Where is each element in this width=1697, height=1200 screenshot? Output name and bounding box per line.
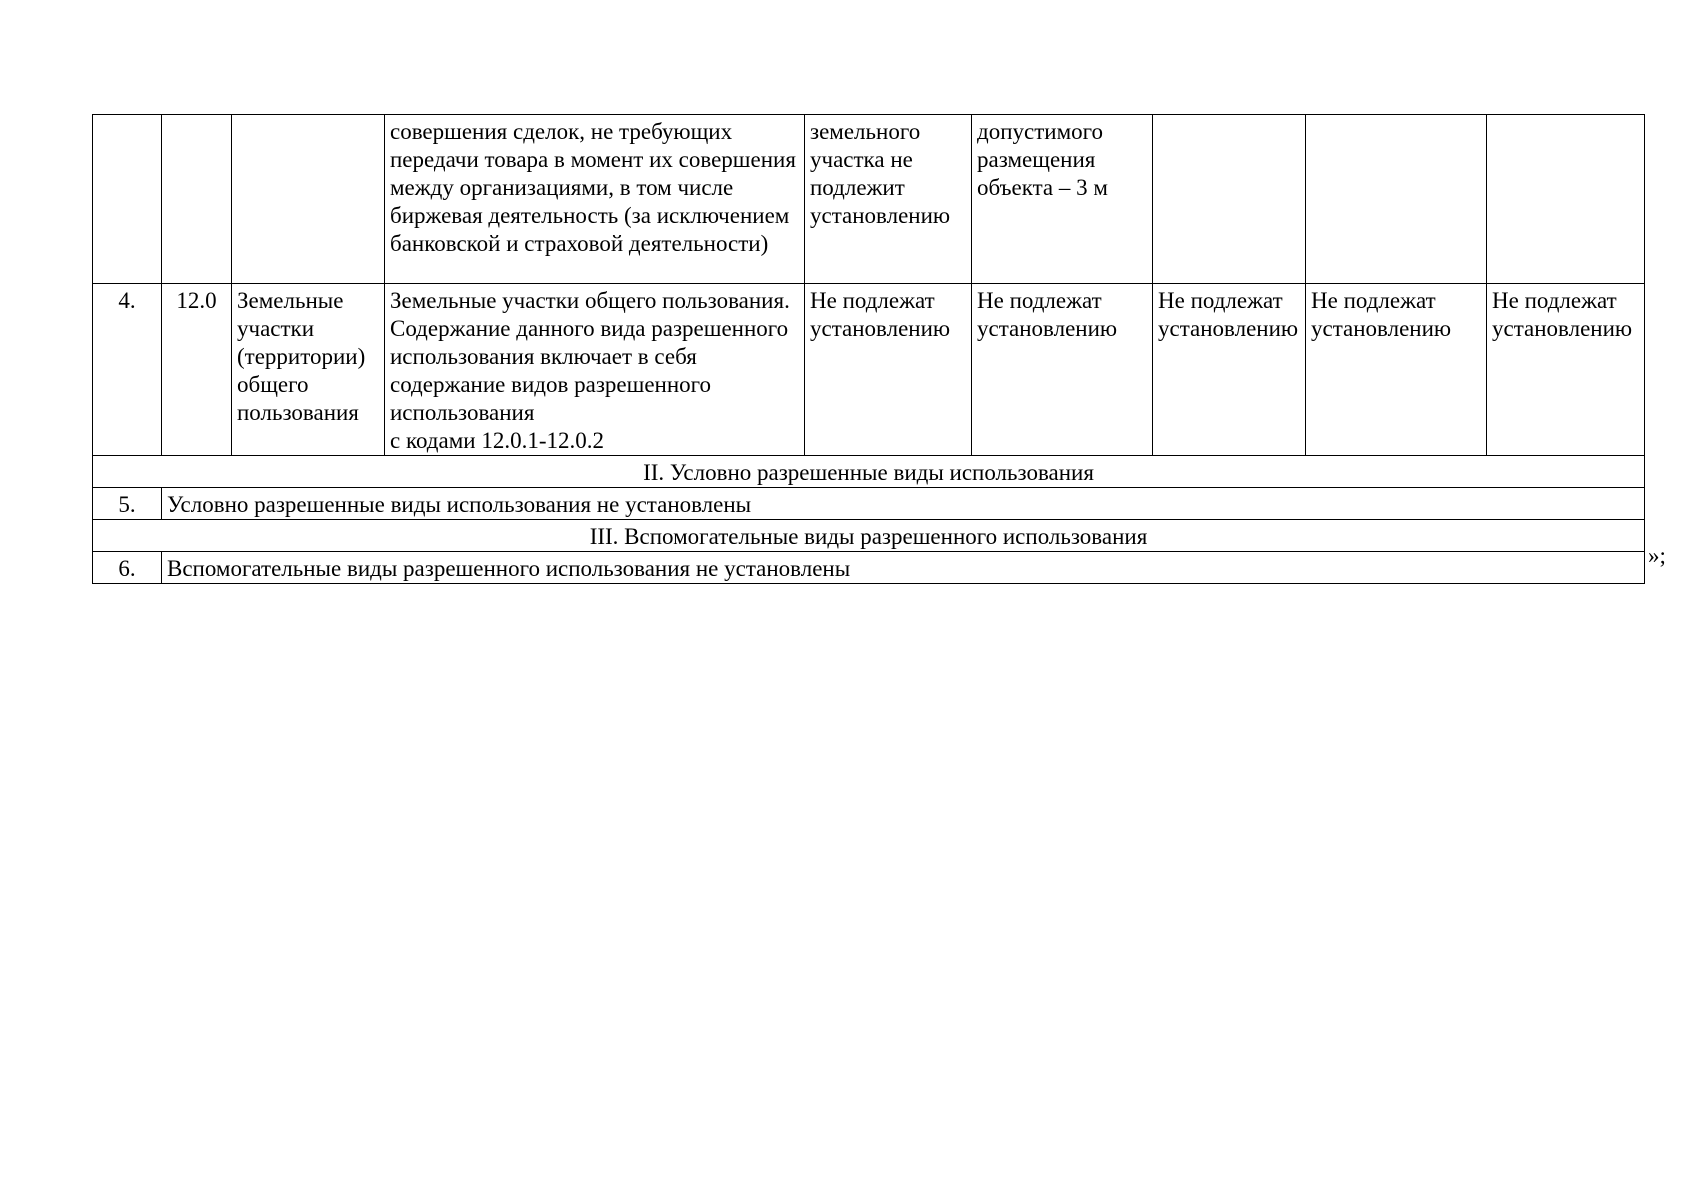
row-number: 5.	[93, 488, 162, 520]
table-row-5	[93, 488, 1645, 520]
table-row-4	[93, 284, 1645, 456]
row-description	[385, 284, 805, 456]
row-text: Вспомогательные виды разрешенного использования не установлены	[162, 552, 1645, 584]
cell-parameter-5: земельного участка не подлежит установлению	[805, 115, 972, 284]
section-title-conditional: II. Условно разрешенные виды использования	[93, 456, 1645, 488]
cell-name	[232, 115, 385, 284]
cell-parameter-9	[1487, 115, 1645, 284]
cell-parameter-7	[1153, 115, 1306, 284]
section-title-auxiliary: III. Вспомогательные виды разрешенного использования	[93, 520, 1645, 552]
table-row-6	[93, 552, 1645, 584]
parameter-7-line2: установлению	[1158, 316, 1299, 341]
cell-parameter-7	[1153, 284, 1306, 456]
cell-description: совершения сделок, не требующих передачи товара в момент их совершения между организациями, в том числе биржевая деятельность (за исключением банковской и страховой деятельности)	[385, 115, 805, 284]
description-text: Земельные участки общего пользования. Содержание данного вида разрешенного использования включает в себя содержание видов разрешенного использования	[390, 288, 790, 425]
closing-quote-mark: »;	[1648, 543, 1666, 568]
description-codes: с кодами 12.0.1-12.0.2	[390, 428, 604, 453]
cell-number	[93, 115, 162, 284]
land-use-table	[92, 114, 1645, 584]
cell-code	[162, 115, 232, 284]
cell-parameter-5: Не подлежат установлению	[805, 284, 972, 456]
row-text: Условно разрешенные виды использования не установлены	[162, 488, 1645, 520]
section-header-row	[93, 520, 1645, 552]
section-header-row	[93, 456, 1645, 488]
cell-parameter-8	[1306, 115, 1487, 284]
row-name: Земельные участки (территории) общего пользования	[232, 284, 385, 456]
cell-parameter-9: Не подлежат установлению	[1487, 284, 1645, 456]
cell-parameter-8: Не подлежат установлению	[1306, 284, 1487, 456]
table-row-continuation	[93, 115, 1645, 284]
parameter-7-line1: Не подлежат	[1158, 288, 1283, 313]
cell-parameter-6: допустимого размещения объекта – 3 м	[972, 115, 1153, 284]
row-code: 12.0	[162, 284, 232, 456]
row-number: 4.	[93, 284, 162, 456]
row-number: 6.	[93, 552, 162, 584]
cell-parameter-6: Не подлежат установлению	[972, 284, 1153, 456]
